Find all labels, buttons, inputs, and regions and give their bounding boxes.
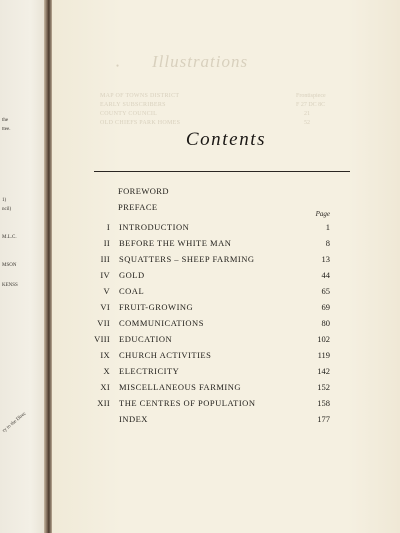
table-row: [52, 366, 400, 378]
title-rule: [94, 171, 350, 172]
chapter-number: VI: [100, 302, 110, 312]
chapter-title: EDUCATION: [119, 334, 173, 344]
chapter-page-number: 44: [321, 270, 330, 280]
chapter-title: SQUATTERS – SHEEP FARMING: [119, 254, 255, 264]
chapter-number: XII: [97, 398, 110, 408]
facing-page-fragment: M.L.C.: [2, 235, 17, 240]
chapter-title: CHURCH ACTIVITIES: [119, 350, 212, 360]
chapter-number: IX: [100, 350, 110, 360]
table-row: [52, 382, 400, 394]
table-row: [52, 318, 400, 330]
chapter-page-number: 119: [317, 350, 330, 360]
chapter-title: COMMUNICATIONS: [119, 318, 204, 328]
facing-page-fragment: ncil): [2, 207, 12, 212]
bleed-through-page: F 27 DC 8C: [296, 102, 326, 108]
bleed-through-page: 52: [304, 120, 310, 126]
bleed-through-bullet: ●: [116, 64, 120, 69]
facing-page-fragment: ry to the Direc: [2, 411, 28, 434]
chapter-number: I: [106, 222, 110, 232]
chapter-number: II: [103, 238, 110, 248]
chapter-page-number: 80: [321, 318, 330, 328]
table-row: [52, 398, 400, 410]
page-column-label: Page: [315, 210, 330, 218]
bleed-through-page: Frontispiece: [296, 93, 326, 99]
bleed-through-line: EARLY SUBSCRIBERS: [100, 102, 166, 108]
chapter-page-number: 177: [317, 414, 330, 424]
facing-page-fragment: 1): [2, 198, 7, 203]
book-gutter: [44, 0, 52, 533]
facing-page-fragment: KENSS: [2, 283, 18, 288]
chapter-title: ELECTRICITY: [119, 366, 180, 376]
chapter-title: COAL: [119, 286, 145, 296]
chapter-title: MISCELLANEOUS FARMING: [119, 382, 242, 392]
chapter-title: FRUIT-GROWING: [119, 302, 194, 312]
chapter-page-number: 102: [317, 334, 330, 344]
chapter-page-number: 158: [317, 398, 330, 408]
chapter-title: INDEX: [119, 414, 148, 424]
chapter-number: VII: [97, 318, 110, 328]
foreword-entry: FOREWORD: [118, 186, 169, 196]
table-row: [52, 254, 400, 266]
bleed-through-line: MAP OF TOWNS DISTRICT: [100, 93, 180, 99]
chapter-page-number: 152: [317, 382, 330, 392]
bleed-through-line: OLD CHIEFS PARK HOMES: [100, 120, 181, 126]
table-row: [52, 350, 400, 362]
chapter-title: BEFORE THE WHITE MAN: [119, 238, 232, 248]
facing-page-fragment: the: [2, 118, 9, 123]
bleed-through-title: Illustrations: [152, 52, 249, 71]
contents-page: [52, 0, 400, 533]
chapter-number: IV: [100, 270, 110, 280]
chapter-page-number: 13: [321, 254, 330, 264]
chapter-title: INTRODUCTION: [119, 222, 190, 232]
facing-page-fragment: MSON: [2, 263, 17, 268]
table-row: [52, 414, 400, 426]
page-title: Contents: [185, 129, 267, 150]
table-row: [52, 302, 400, 314]
chapter-page-number: 69: [321, 302, 330, 312]
chapter-page-number: 142: [317, 366, 330, 376]
table-row: [52, 222, 400, 234]
chapter-title: GOLD: [119, 270, 145, 280]
chapter-number: X: [103, 366, 110, 376]
chapter-number: III: [100, 254, 110, 264]
chapter-number: V: [103, 286, 110, 296]
facing-page-edge: [0, 0, 44, 533]
table-row: [52, 286, 400, 298]
chapter-number: VIII: [94, 334, 110, 344]
table-row: [52, 334, 400, 346]
bleed-through-page: 21: [304, 111, 310, 117]
table-row: [52, 270, 400, 282]
chapter-page-number: 8: [325, 238, 330, 248]
bleed-through-line: COUNTY COUNCIL: [100, 111, 158, 117]
chapter-page-number: 65: [321, 286, 330, 296]
preface-entry: PREFACE: [118, 202, 158, 212]
table-row: [52, 238, 400, 250]
chapter-page-number: 1: [325, 222, 330, 232]
chapter-title: THE CENTRES OF POPULATION: [119, 398, 256, 408]
chapter-number: XI: [100, 382, 110, 392]
facing-page-fragment: ttee.: [2, 127, 11, 132]
